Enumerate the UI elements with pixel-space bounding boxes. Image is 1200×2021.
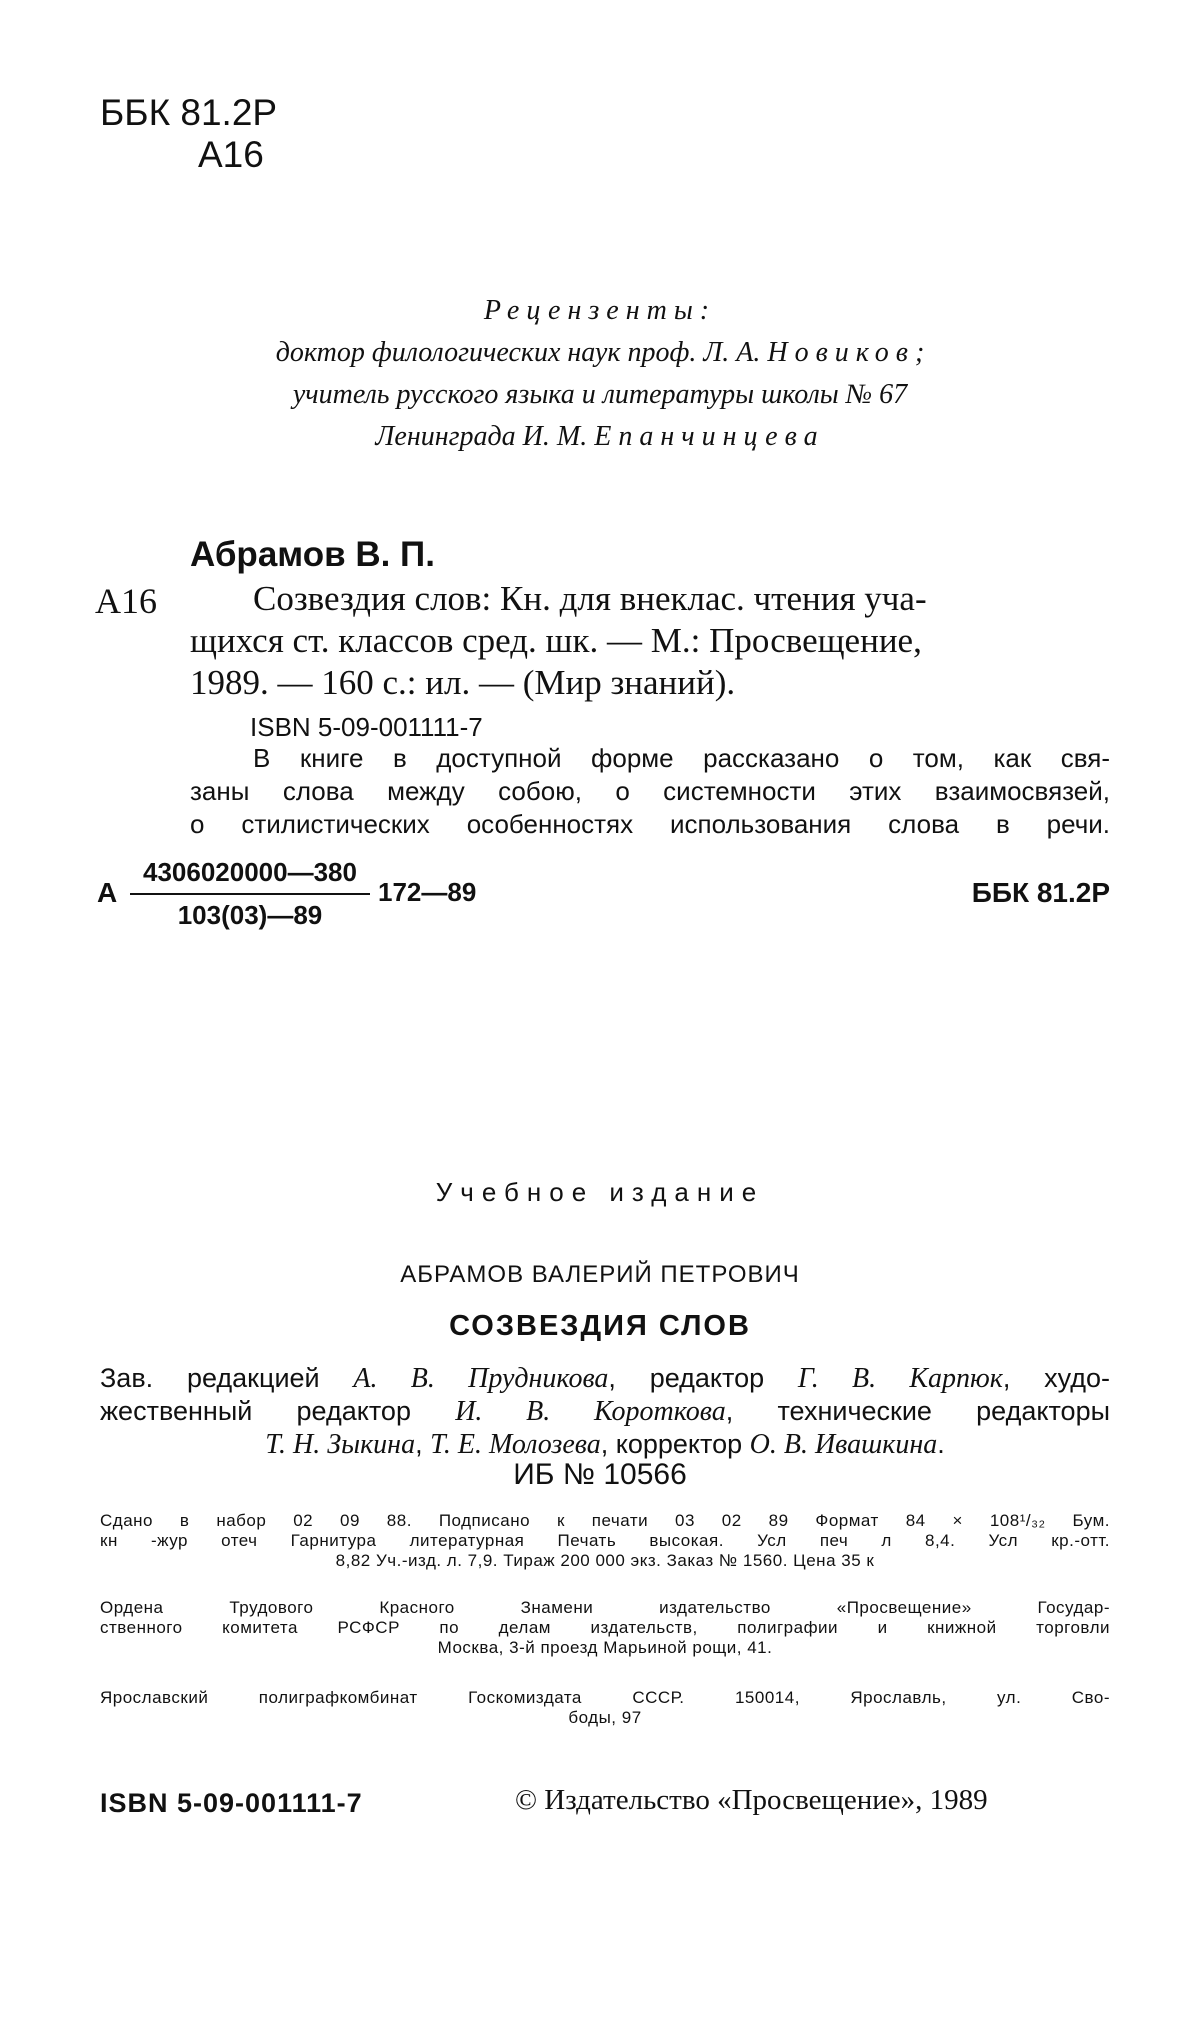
code-fraction-bar <box>130 893 370 895</box>
entry-index-code: А16 <box>95 581 157 621</box>
footer-isbn: ISBN 5-09-001111-7 <box>100 1788 363 1818</box>
plant-line-1: Ярославский полиграфкомбинат Госкомиздата СССР. 150014, Ярославль, ул. Сво- <box>100 1688 1110 1707</box>
reviewers-heading: Рецензенты: <box>483 295 717 326</box>
credits-block <box>100 1362 1110 1461</box>
reviewers-block <box>150 290 1050 458</box>
credits-name-4: Т. Н. Зыкина <box>265 1429 416 1460</box>
credits-line-1 <box>100 1362 1110 1395</box>
desc-line-3: 1989. — 160 с.: ил. — (Мир знаний). <box>190 663 736 702</box>
reviewer-2-title: Ленинграда И. М. <box>375 421 595 452</box>
print-line-2: кн -жур отеч Гарнитура литературная Печать высокая. Усл печ л 8,4. Усл кр.-отт. <box>100 1531 1110 1550</box>
desc-line-2: щихся ст. классов сред. шк. — М.: Просвещение, <box>190 621 922 660</box>
publisher-line-2: ственного комитета РСФСР по делам издательств, полиграфии и книжной торговли <box>100 1618 1110 1637</box>
credits-role-2: , редактор <box>608 1363 798 1393</box>
author-full-name: АБРАМОВ ВАЛЕРИЙ ПЕТРОВИЧ <box>400 1261 800 1288</box>
code-bbk: ББК 81.2Р <box>971 877 1110 908</box>
reviewer-1-title: доктор филологических наук проф. Л. А. <box>275 337 768 368</box>
credits-role-3: , худо- <box>1002 1363 1110 1393</box>
bbk-classification <box>100 92 277 176</box>
credits-sep: , <box>415 1429 431 1459</box>
credits-line-3 <box>100 1428 1110 1461</box>
reviewer-1-name: Новиков <box>767 337 915 368</box>
credits-role-4: жественный редактор <box>100 1396 456 1426</box>
entry-author: Абрамов В. П. <box>190 535 435 574</box>
copyright-text: Издательство «Просвещение», 1989 <box>537 1784 988 1816</box>
credits-name-6: О. В. Ивашкина <box>749 1429 938 1460</box>
credits-name-1: А. В. Прудникова <box>353 1363 609 1394</box>
plant-line-2: боды, 97 <box>568 1708 642 1727</box>
copyright-icon: © <box>515 1784 538 1816</box>
credits-name-5: Т. Е. Молозева <box>430 1429 601 1460</box>
annotation-line-2: заны слова между собою, о системности этих взаимосвязей, <box>190 776 1110 806</box>
reviewer-2-name: Епанчинцева <box>594 421 825 452</box>
print-line-1: Сдано в набор 02 09 88. Подписано к печати 03 02 89 Формат 84 × 108¹/₃₂ Бум. <box>100 1511 1110 1530</box>
code-denominator: 103(03)—89 <box>177 900 323 930</box>
ib-number: ИБ № 10566 <box>513 1458 687 1491</box>
credits-line-2 <box>100 1395 1110 1428</box>
entry-annotation <box>190 742 1110 841</box>
credits-end: . <box>937 1429 945 1459</box>
publisher-line-3: Москва, 3-й проезд Марьиной рощи, 41. <box>437 1638 773 1657</box>
credits-name-2: Г. В. Карпюк <box>797 1363 1003 1394</box>
credits-role-5: , технические редакторы <box>725 1396 1110 1426</box>
reviewer-line-1 <box>150 332 1050 374</box>
annotation-line-3: о стилистических особенностях использования слова в речи. <box>190 809 1110 839</box>
entry-isbn: ISBN 5-09-001111-7 <box>250 712 483 742</box>
code-letter: А <box>97 877 118 908</box>
edition-type: Учебное издание <box>435 1177 765 1207</box>
bbk-code: ББК 81.2Р <box>100 92 278 133</box>
reviewer-1-punct: ; <box>914 337 925 368</box>
code-numerator: 4306020000—380 <box>143 857 357 887</box>
print-line-3: 8,82 Уч.-изд. л. 7,9. Тираж 200 000 экз. Заказ № 1560. Цена 35 к <box>335 1551 875 1570</box>
publisher-info <box>100 1598 1110 1658</box>
credits-role-1: Зав. редакцией <box>100 1363 354 1393</box>
print-details <box>100 1511 1110 1571</box>
publisher-line-1: Ордена Трудового Красного Знамени издательство «Просвещение» Государ- <box>100 1598 1110 1617</box>
footer-copyright <box>515 1784 988 1817</box>
annotation-line-1: В книге в доступной форме рассказано о том, как свя- <box>253 743 1110 773</box>
reviewer-line-2: учитель русского языка и литературы школы № 67 <box>292 379 908 410</box>
book-title: СОЗВЕЗДИЯ СЛОВ <box>449 1310 751 1342</box>
reviewer-line-3 <box>150 416 1050 458</box>
code-tail: 172—89 <box>378 877 477 907</box>
credits-name-3: И. В. Короткова <box>455 1396 726 1427</box>
author-sign-code: А16 <box>198 134 264 175</box>
credits-role-6: , корректор <box>600 1429 750 1459</box>
desc-line-1: Созвездия слов: Кн. для внеклас. чтения уча- <box>253 579 927 618</box>
entry-description <box>190 578 1110 704</box>
printing-plant-info <box>100 1688 1110 1728</box>
